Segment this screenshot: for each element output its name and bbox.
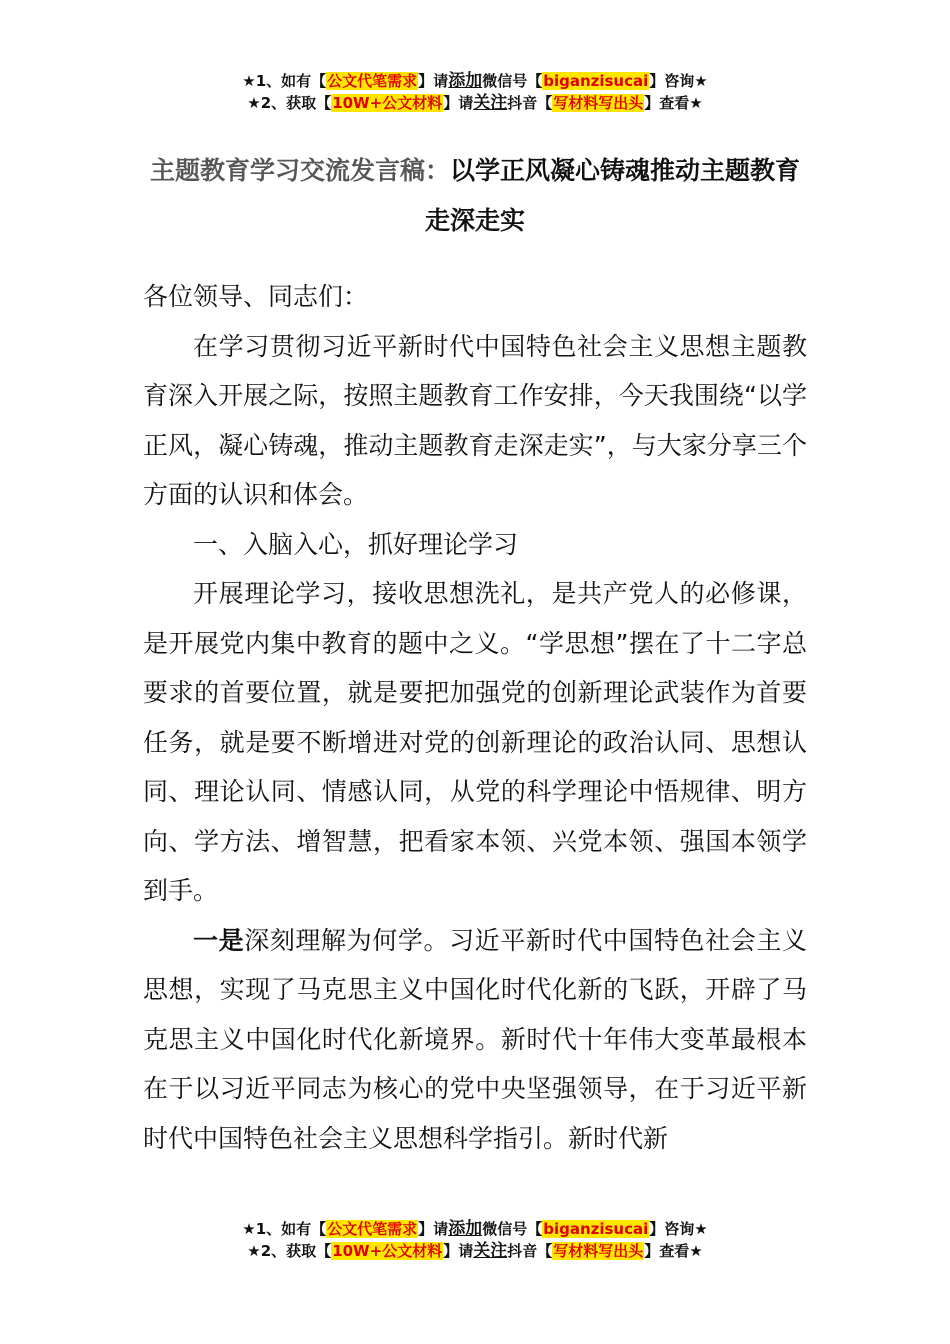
section-heading-1: 一、入脑入心，抓好理论学习 bbox=[193, 529, 519, 559]
notice-line-2 bbox=[0, 1240, 950, 1262]
notice-line-1 bbox=[0, 1218, 950, 1240]
notice-highlight: 写材料写出头 bbox=[553, 1242, 644, 1260]
notice-highlight: 公文代笔需求 bbox=[327, 1220, 418, 1238]
notice-text: 抖音【 bbox=[507, 94, 553, 112]
header-notice bbox=[0, 70, 950, 114]
notice-highlight: biganzisucai bbox=[543, 72, 649, 90]
title-main: 以学正风凝心铸魂推动主题教育走深走实 bbox=[424, 156, 801, 235]
notice-underline: 添加 bbox=[448, 71, 483, 91]
notice-highlight: 公文代笔需求 bbox=[327, 72, 418, 90]
document-body bbox=[143, 272, 807, 1163]
notice-highlight: 10W+公文材料 bbox=[332, 94, 443, 112]
notice-highlight: biganzisucai bbox=[543, 1220, 649, 1238]
paragraph-3 bbox=[143, 916, 807, 1164]
notice-highlight: 写材料写出头 bbox=[553, 94, 644, 112]
notice-text: 抖音【 bbox=[507, 1242, 553, 1260]
paragraph-3-text: 深刻理解为何学。习近平新时代中国特色社会主义思想，实现了马克思主义中国化时代化新的飞跃，开辟了马克思主义中国化时代化新境界。新时代十年伟大变革最根本在于以习近平同志为核心的党中央坚强领导，在于习近平新时代中国特色社会主义思想科学指引。新时代新 bbox=[143, 925, 807, 1153]
title-prefix: 主题教育学习交流发言稿： bbox=[149, 156, 450, 185]
notice-text: 】请 bbox=[443, 1242, 474, 1260]
notice-highlight: 10W+公文材料 bbox=[332, 1242, 443, 1260]
notice-text: ★2、获取【 bbox=[247, 1242, 332, 1260]
notice-text: 微信号【 bbox=[482, 72, 543, 90]
notice-text: 】查看★ bbox=[644, 94, 703, 112]
notice-underline: 关注 bbox=[473, 93, 508, 113]
document-title bbox=[140, 146, 810, 246]
notice-text: ★2、获取【 bbox=[247, 94, 332, 112]
notice-underline: 关注 bbox=[473, 1241, 508, 1261]
notice-text: 微信号【 bbox=[482, 1220, 543, 1238]
notice-text: 】请 bbox=[418, 1220, 449, 1238]
paragraph-3-lead: 一是 bbox=[193, 925, 245, 955]
paragraph-1: 在学习贯彻习近平新时代中国特色社会主义思想主题教育深入开展之际，按照主题教育工作安排，今天我围绕“以学正风，凝心铸魂，推动主题教育走深走实”，与大家分享三个方面的认识和体会。 bbox=[143, 331, 807, 509]
notice-text: 】咨询★ bbox=[649, 1220, 708, 1238]
salutation: 各位领导、同志们： bbox=[143, 282, 369, 311]
footer-notice bbox=[0, 1218, 950, 1262]
notice-underline: 添加 bbox=[448, 1219, 483, 1239]
notice-text: ★1、如有【 bbox=[242, 72, 327, 90]
paragraph-2: 开展理论学习，接收思想洗礼，是共产党人的必修课，是开展党内集中教育的题中之义。“学思想”摆在了十二字总要求的首要位置，就是要把加强党的创新理论武装作为首要任务，就是要不断增进对党的创新理论的政治认同、思想认同、理论认同、情感认同，从党的科学理论中悟规律、明方向、学方法、增智慧，把看家本领、兴党本领、强国本领学到手。 bbox=[143, 579, 807, 905]
notice-text: ★1、如有【 bbox=[242, 1220, 327, 1238]
notice-text: 】请 bbox=[443, 94, 474, 112]
notice-text: 】咨询★ bbox=[649, 72, 708, 90]
notice-text: 】查看★ bbox=[644, 1242, 703, 1260]
notice-line-2 bbox=[0, 92, 950, 114]
notice-text: 】请 bbox=[418, 72, 449, 90]
notice-line-1 bbox=[0, 70, 950, 92]
